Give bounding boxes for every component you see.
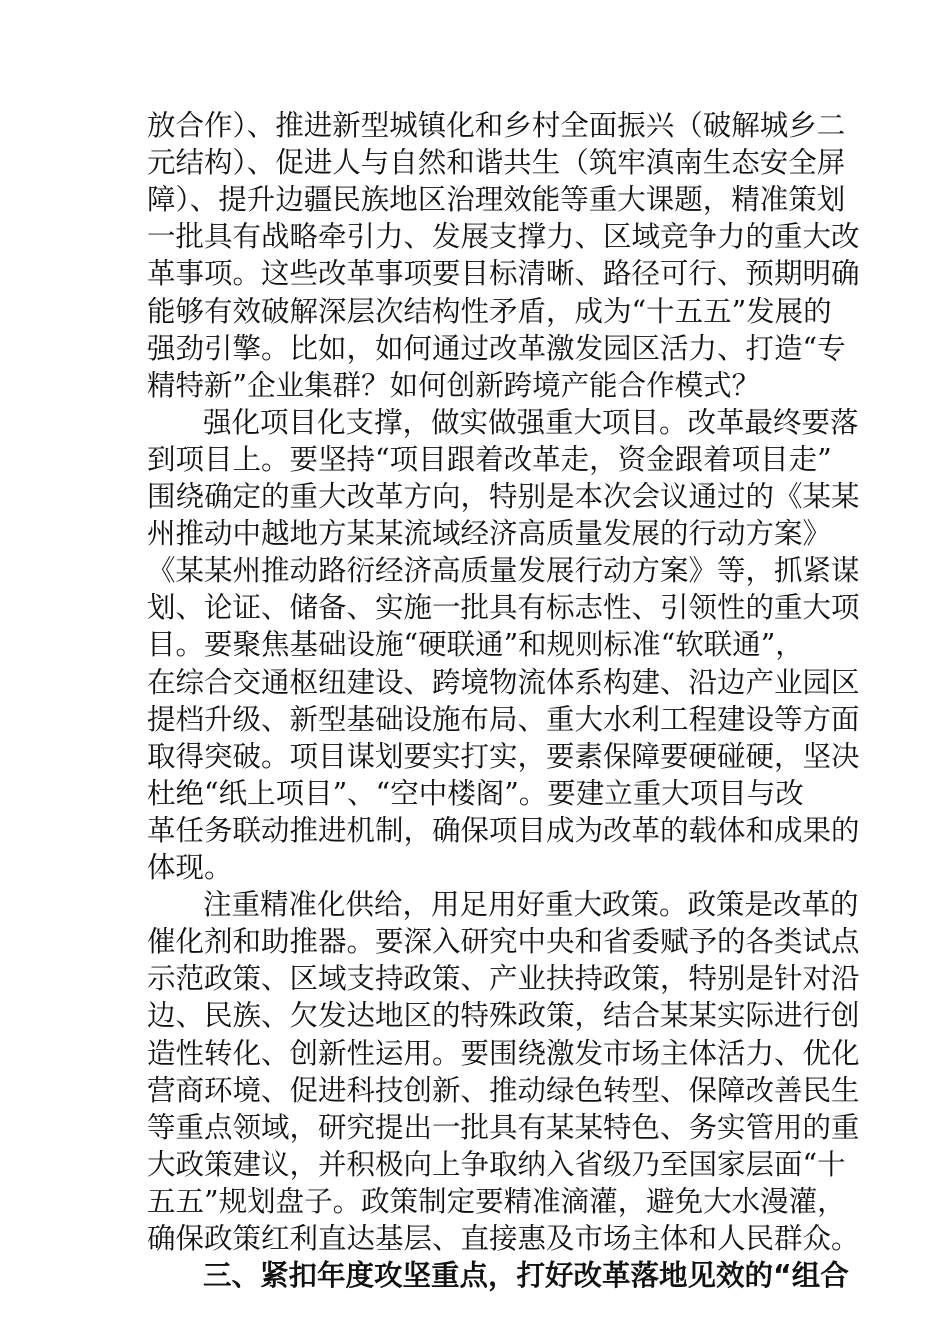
text-line: 体现。 [147,851,233,884]
text-line: 放合作）、推进新型城镇化和乡村全面振兴（破解城乡二 [147,109,846,142]
text-line: 精特新”企业集群？如何创新跨境产能合作模式？ [147,369,761,402]
text-line: 取得突破。项目谋划要实打实，要素保障要硬碰硬，坚决 [147,740,860,773]
section-heading: 三、紧扣年度攻坚重点，打好改革落地见效的“组合 [203,1259,849,1292]
text-line: 革任务联动推进机制，确保项目成为改革的载体和成果的 [147,814,860,847]
text-line: 五五”规划盘子。政策制定要精准滴灌，避免大水漫灌， [147,1185,846,1218]
text-line: 《某某州推动路衍经济高质量发展行动方案》等，抓紧谋 [147,554,860,587]
paragraph-first-line: 注重精准化供给，用足用好重大政策。政策是改革的 [203,888,859,921]
text-line: 元结构）、促进人与自然和谐共生（筑牢滇南生态安全屏 [147,146,846,179]
text-line: 催化剂和助推器。要深入研究中央和省委赋予的各类试点 [147,925,860,958]
text-line: 示范政策、区域支持政策、产业扶持政策，特别是针对沿 [147,962,860,995]
text-line: 强劲引擎。比如，如何通过改革激发园区活力、打造“专 [147,332,846,365]
text-line: 障）、提升边疆民族地区治理效能等重大课题，精准策划 [147,183,846,216]
text-line: 提档升级、新型基础设施布局、重大水利工程建设等方面 [147,703,860,736]
text-line: 革事项。这些改革事项要目标清晰、路径可行、预期明确 [147,257,860,290]
text-line: 在综合交通枢纽建设、跨境物流体系构建、沿边产业园区 [147,666,860,699]
text-line: 到项目上。要坚持“项目跟着改革走，资金跟着项目走” [147,443,832,476]
text-line: 目。要聚焦基础设施“硬联通”和规则标准“软联通”， [147,628,804,661]
text-line: 划、论证、储备、实施一批具有标志性、引领性的重大项 [147,591,860,624]
text-line: 边、民族、欠发达地区的特殊政策，结合某某实际进行创 [147,999,860,1032]
text-line: 营商环境、促进科技创新、推动绿色转型、保障改善民生 [147,1074,860,1107]
text-line: 等重点领域，研究提出一批具有某某特色、务实管用的重 [147,1111,860,1144]
text-line: 能够有效破解深层次结构性矛盾，成为“十五五”发展的 [147,295,832,328]
text-line: 杜绝“纸上项目”、“空中楼阁”。要建立重大项目与改 [147,777,804,810]
text-line: 围绕确定的重大改革方向，特别是本次会议通过的《某某 [147,480,860,513]
text-line: 造性转化、创新性运用。要围绕激发市场主体活力、优化 [147,1037,860,1070]
text-line: 一批具有战略牵引力、发展支撑力、区域竞争力的重大改 [147,220,860,253]
text-line: 确保政策红利直达基层、直接惠及市场主体和人民群众。 [147,1222,860,1255]
text-line: 州推动中越地方某某流域经济高质量发展的行动方案》 [147,517,832,550]
paragraph-first-line: 强化项目化支撑，做实做强重大项目。改革最终要落 [203,406,859,439]
text-line: 大政策建议，并积极向上争取纳入省级乃至国家层面“十 [147,1148,846,1181]
